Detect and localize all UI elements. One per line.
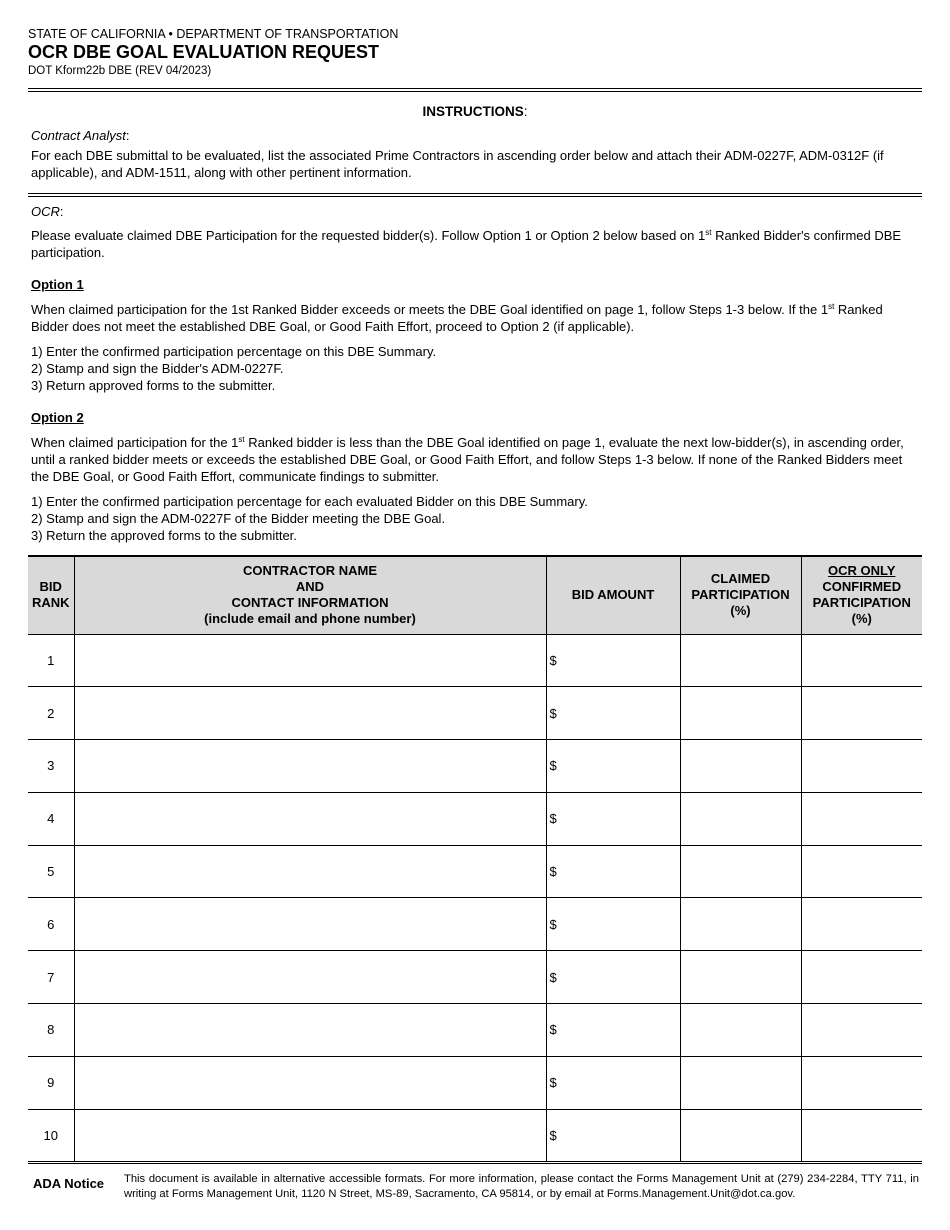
contractor-cell[interactable] (74, 951, 546, 1004)
col-header-line: BID AMOUNT (571, 587, 655, 603)
col-header-line: CONTACT INFORMATION (231, 595, 389, 611)
analyst-instructions: For each DBE submittal to be evaluated, list the associated Prime Contractors in ascending order below and attach their ADM-0227F, ADM-0312F (if applicable), and ADM-1511, along with other pertinent information. (31, 148, 884, 180)
claimed-participation-cell[interactable] (680, 687, 801, 740)
ocr-label (31, 203, 921, 220)
analyst-label-colon: : (125, 128, 130, 143)
option2-title: Option 2 (31, 410, 84, 425)
bid-amount-cell[interactable] (546, 792, 680, 845)
bid-rank-cell: 1 (28, 634, 74, 687)
page-title: OCR DBE GOAL EVALUATION REQUEST (28, 42, 380, 62)
col-header-line: (%) (851, 611, 872, 627)
bid-amount-cell[interactable] (546, 740, 680, 793)
contractor-cell[interactable] (74, 792, 546, 845)
col-header-line: PARTICIPATION (812, 595, 911, 611)
option2-text-sup: st (238, 435, 245, 444)
bid-rank-cell: 4 (28, 792, 74, 845)
bid-rank-cell: 6 (28, 898, 74, 951)
bid-amount-cell[interactable] (546, 1056, 680, 1109)
table-body (28, 634, 922, 1162)
option2-steps (31, 493, 921, 544)
header-divider (28, 88, 922, 92)
analyst-divider (28, 193, 922, 197)
table-header-row (28, 556, 922, 634)
analyst-label (31, 127, 921, 144)
contractor-cell[interactable] (74, 634, 546, 687)
confirmed-participation-cell[interactable] (801, 951, 922, 1004)
table-row (28, 1004, 922, 1057)
bid-amount-cell[interactable] (546, 898, 680, 951)
claimed-participation-cell[interactable] (680, 740, 801, 793)
contractor-cell[interactable] (74, 1056, 546, 1109)
claimed-participation-cell[interactable] (680, 634, 801, 687)
col-header-line: PARTICIPATION (691, 587, 790, 603)
currency-symbol: $ (549, 811, 557, 827)
option1-text-sup: st (828, 302, 835, 311)
bid-amount-cell[interactable] (546, 845, 680, 898)
col-header-line: OCR ONLY (828, 563, 896, 579)
ocr-text-sup: st (705, 228, 712, 237)
table-row (28, 740, 922, 793)
instructions-heading-colon: : (523, 104, 528, 119)
footer-divider (28, 1161, 922, 1164)
option1-step: 2) Stamp and sign the Bidder's ADM-0227F. (31, 361, 284, 376)
option2-step: 3) Return the approved forms to the submitter. (31, 528, 297, 543)
table-row (28, 898, 922, 951)
col-header-bid-amount (546, 556, 680, 634)
ada-notice-text: This document is available in alternative accessible formats. For more information, please contact the Forms Management Unit at (279) 234-2284, TTY 711, in writing at Forms Management Unit, 1120 N Street, MS-89, Sacramento, CA 95814, or by email at Forms.Management.Unit@dot.ca.gov. (124, 1173, 919, 1200)
confirmed-participation-cell[interactable] (801, 1056, 922, 1109)
col-header-line: CONFIRMED (822, 579, 902, 595)
currency-symbol: $ (549, 705, 557, 721)
bid-amount-cell[interactable] (546, 634, 680, 687)
col-header-line: CLAIMED (710, 571, 771, 587)
claimed-participation-cell[interactable] (680, 1109, 801, 1162)
claimed-participation-cell[interactable] (680, 898, 801, 951)
currency-symbol: $ (549, 1022, 557, 1038)
confirmed-participation-cell[interactable] (801, 634, 922, 687)
bid-rank-cell: 10 (28, 1109, 74, 1162)
confirmed-participation-cell[interactable] (801, 898, 922, 951)
option1-text-part2: Ranked Bidder does not meet the established DBE Goal, or Good Faith Effort, proceed to Option 2 (if applicable). (31, 302, 883, 334)
option1-title: Option 1 (31, 277, 84, 292)
contractor-cell[interactable] (74, 898, 546, 951)
claimed-participation-cell[interactable] (680, 792, 801, 845)
col-header-claimed (680, 556, 801, 634)
confirmed-participation-cell[interactable] (801, 792, 922, 845)
table-row (28, 792, 922, 845)
table-row (28, 951, 922, 1004)
option1-steps (31, 343, 921, 394)
currency-symbol: $ (549, 916, 557, 932)
analyst-label-text: Contract Analyst (31, 128, 126, 143)
table-row (28, 1109, 922, 1162)
option2-text-part2: Ranked bidder is less than the DBE Goal identified on page 1, evaluate the next low-bidder(s), in ascending order, until a ranked bidder meets or exceeds the established DBE Goal, or Good Faith Effort, and follow Steps 1-3 below. If none of the Ranked Bidders meet the DBE Goal, or Good Faith Effort, communicate findings to submitter. (31, 435, 904, 484)
currency-symbol: $ (549, 1128, 557, 1144)
contractor-cell[interactable] (74, 1004, 546, 1057)
option2-text-part1: When claimed participation for the 1 (31, 435, 239, 450)
option1-step: 1) Enter the confirmed participation percentage on this DBE Summary. (31, 344, 437, 359)
col-header-line: BID (39, 579, 62, 595)
table-row (28, 845, 922, 898)
bid-amount-cell[interactable] (546, 1004, 680, 1057)
option2-text (31, 434, 921, 485)
bidder-table (28, 555, 922, 1162)
confirmed-participation-cell[interactable] (801, 687, 922, 740)
option1-step: 3) Return approved forms to the submitter. (31, 378, 276, 393)
contractor-cell[interactable] (74, 687, 546, 740)
instructions-heading-text: INSTRUCTIONS (422, 104, 524, 119)
currency-symbol: $ (549, 652, 557, 668)
ocr-instructions (31, 227, 921, 261)
col-header-line: CONTRACTOR NAME (242, 563, 378, 579)
claimed-participation-cell[interactable] (680, 951, 801, 1004)
bid-rank-cell: 3 (28, 740, 74, 793)
contractor-cell[interactable] (74, 740, 546, 793)
bid-amount-cell[interactable] (546, 1109, 680, 1162)
option1-text (31, 301, 921, 335)
col-header-contractor (74, 556, 546, 634)
currency-symbol: $ (549, 1075, 557, 1091)
bid-amount-cell[interactable] (546, 687, 680, 740)
currency-symbol: $ (549, 758, 557, 774)
col-header-confirmed (801, 556, 922, 634)
table-row (28, 687, 922, 740)
bid-rank-cell: 7 (28, 951, 74, 1004)
col-header-line: RANK (31, 595, 70, 611)
currency-symbol: $ (549, 864, 557, 880)
claimed-participation-cell[interactable] (680, 1056, 801, 1109)
option2-step: 2) Stamp and sign the ADM-0227F of the Bidder meeting the DBE Goal. (31, 511, 446, 526)
table-row (28, 634, 922, 687)
confirmed-participation-cell[interactable] (801, 845, 922, 898)
bid-rank-cell: 5 (28, 845, 74, 898)
contractor-cell[interactable] (74, 845, 546, 898)
col-header-line: AND (295, 579, 325, 595)
ada-notice-label: ADA Notice (33, 1176, 105, 1191)
agency-line: STATE OF CALIFORNIA • DEPARTMENT OF TRANSPORTATION (28, 27, 399, 41)
claimed-participation-cell[interactable] (680, 1004, 801, 1057)
confirmed-participation-cell[interactable] (801, 1109, 922, 1162)
ocr-label-colon: : (59, 204, 64, 219)
currency-symbol: $ (549, 969, 557, 985)
ocr-text-part1: Please evaluate claimed DBE Participation for the requested bidder(s). Follow Option 1 or Option 2 below based on 1 (31, 228, 706, 243)
col-header-bid-rank (28, 556, 74, 634)
contractor-cell[interactable] (74, 1109, 546, 1162)
bid-rank-cell: 8 (28, 1004, 74, 1057)
ocr-label-text: OCR (31, 204, 60, 219)
bid-amount-cell[interactable] (546, 951, 680, 1004)
option2-step: 1) Enter the confirmed participation percentage for each evaluated Bidder on this DBE Summary. (31, 494, 588, 509)
option1-text-part1: When claimed participation for the 1st Ranked Bidder exceeds or meets the DBE Goal identified on page 1, follow Steps 1-3 below. If the 1 (31, 302, 829, 317)
col-header-line: (%) (730, 603, 751, 619)
form-number: DOT Kform22b DBE (REV 04/2023) (28, 65, 212, 77)
ocr-text-part2: Ranked Bidder's confirmed DBE participation. (31, 228, 902, 260)
table-row (28, 1056, 922, 1109)
bid-rank-cell: 9 (28, 1056, 74, 1109)
confirmed-participation-cell[interactable] (801, 740, 922, 793)
claimed-participation-cell[interactable] (680, 845, 801, 898)
bid-rank-cell: 2 (28, 687, 74, 740)
confirmed-participation-cell[interactable] (801, 1004, 922, 1057)
col-header-line: (include email and phone number) (204, 611, 416, 627)
instructions-heading (28, 104, 922, 119)
